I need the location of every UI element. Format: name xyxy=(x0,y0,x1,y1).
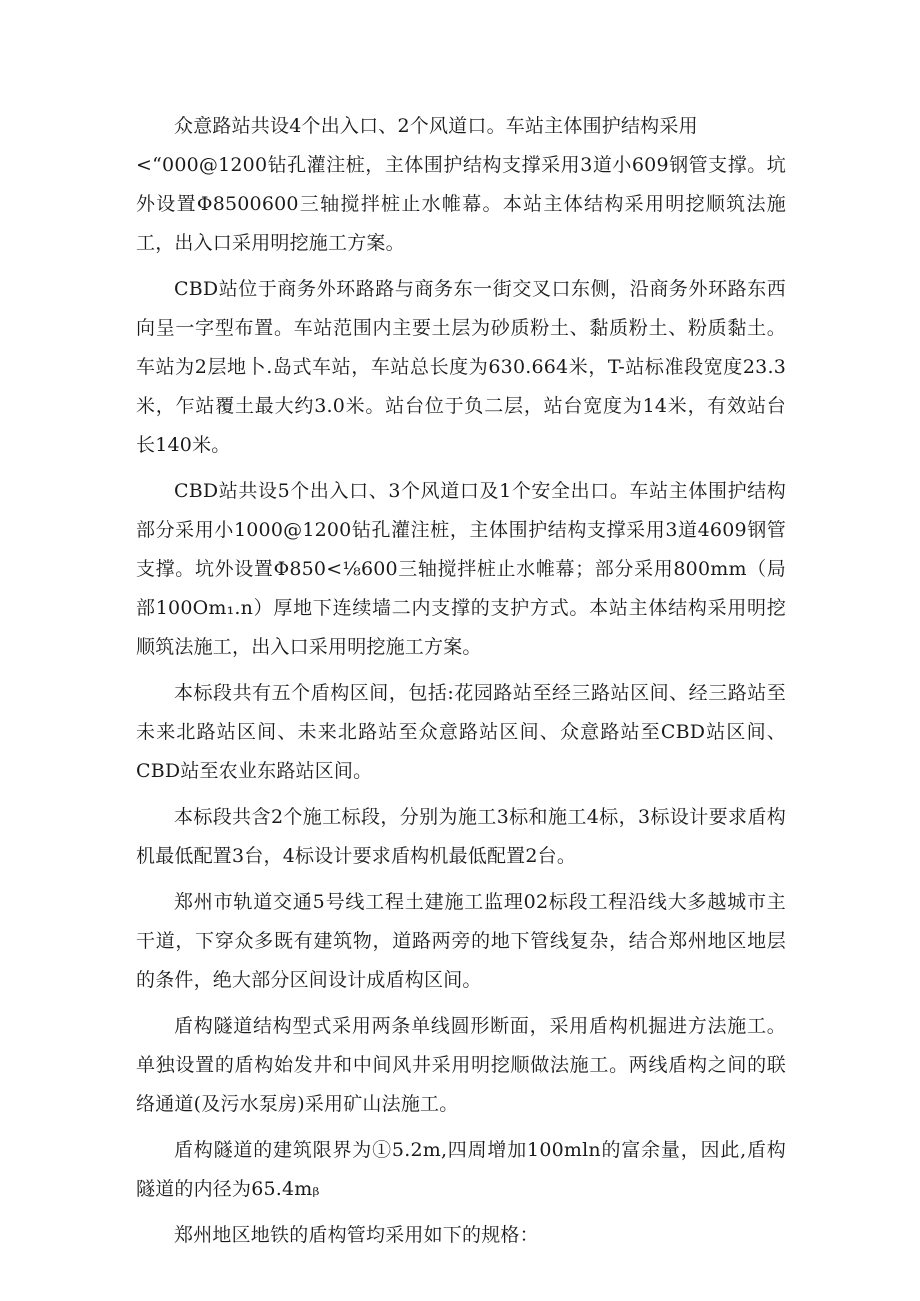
paragraph-cbd-station-structure: CBD站共设5个出入口、3个风道口及1个安全出口。车站主体围护结构部分采用小1000@1200钻孔灌注桩，主体围护结构支撑采用3道4609钢管支撑。坑外设置Φ850<⅛600三轴搅拌桩止水帷幕；部分采用800mm（局部100Om₁.n）厚地下连续墙二内支撑的支护方式。本站主体结构采用明挖顺筑法施工，出入口采用明挖施工方案。 xyxy=(136,480,786,658)
paragraph-zhongyi-station-structure: 众意路站共设4个出入口、2个风道口。车站主体围护结构采用 <“000@1200钻孔灌注桩，主体围护结构支撑采用3道小609钢管支撑。坑外设置Φ8500600三轴搅拌桩止水帷幕。本站主体结构采用明挖顺筑法施工，出入口采用明挖施工方案。 xyxy=(136,115,786,254)
paragraph-construction-sections: 本标段共含2个施工标段，分别为施工3标和施工4标，3标设计要求盾构机最低配置3台，4标设计要求盾构机最低配置2台。 xyxy=(136,806,786,867)
paragraph-line-overview: 郑州市轨道交通5号线工程土建施工监理02标段工程沿线大多越城市主干道，下穿众多既有建筑物，道路两旁的地下管线复杂，结合郑州地区地层的条件，绝大部分区间设计成盾构区间。 xyxy=(136,891,786,991)
paragraph-segment-spec-intro: 郑州地区地铁的盾构管均采用如下的规格： xyxy=(174,1224,539,1246)
paragraph-tunnel-clearance: 盾构隧道的建筑限界为①5.2m,四周增加100mln的富余量，因此,盾构隧道的内径为65.4mᵦ xyxy=(136,1139,786,1200)
paragraph-cbd-station-location: CBD站位于商务外环路路与商务东一街交叉口东侧，沿商务外环路东西向呈一字型布置。车站范围内主要土层为砂质粉土、黏质粉土、粉质黏土。车站为2层地卜.岛式车站，车站总长度为630.664米，T-站标准段宽度23.3米，乍站覆土最大约3.0米。站台位于负二层，站台宽度为14米，有效站台长140米。 xyxy=(136,278,786,456)
paragraph-tunnel-structure: 盾构隧道结构型式采用两条单线圆形断面，采用盾构机掘进方法施工。单独设置的盾构始发井和中间风井采用明挖顺做法施工。两线盾构之间的联络通道(及污水泵房)采用矿山法施工。 xyxy=(136,1015,786,1115)
document-body xyxy=(136,107,786,1262)
paragraph-shield-sections: 本标段共有五个盾构区间，包括:花园路站至经三路站区间、经三路站至未来北路站区间、未来北路站至众意路站区间、众意路站至CBD站区间、CBD站至农业东路站区间。 xyxy=(136,682,786,782)
